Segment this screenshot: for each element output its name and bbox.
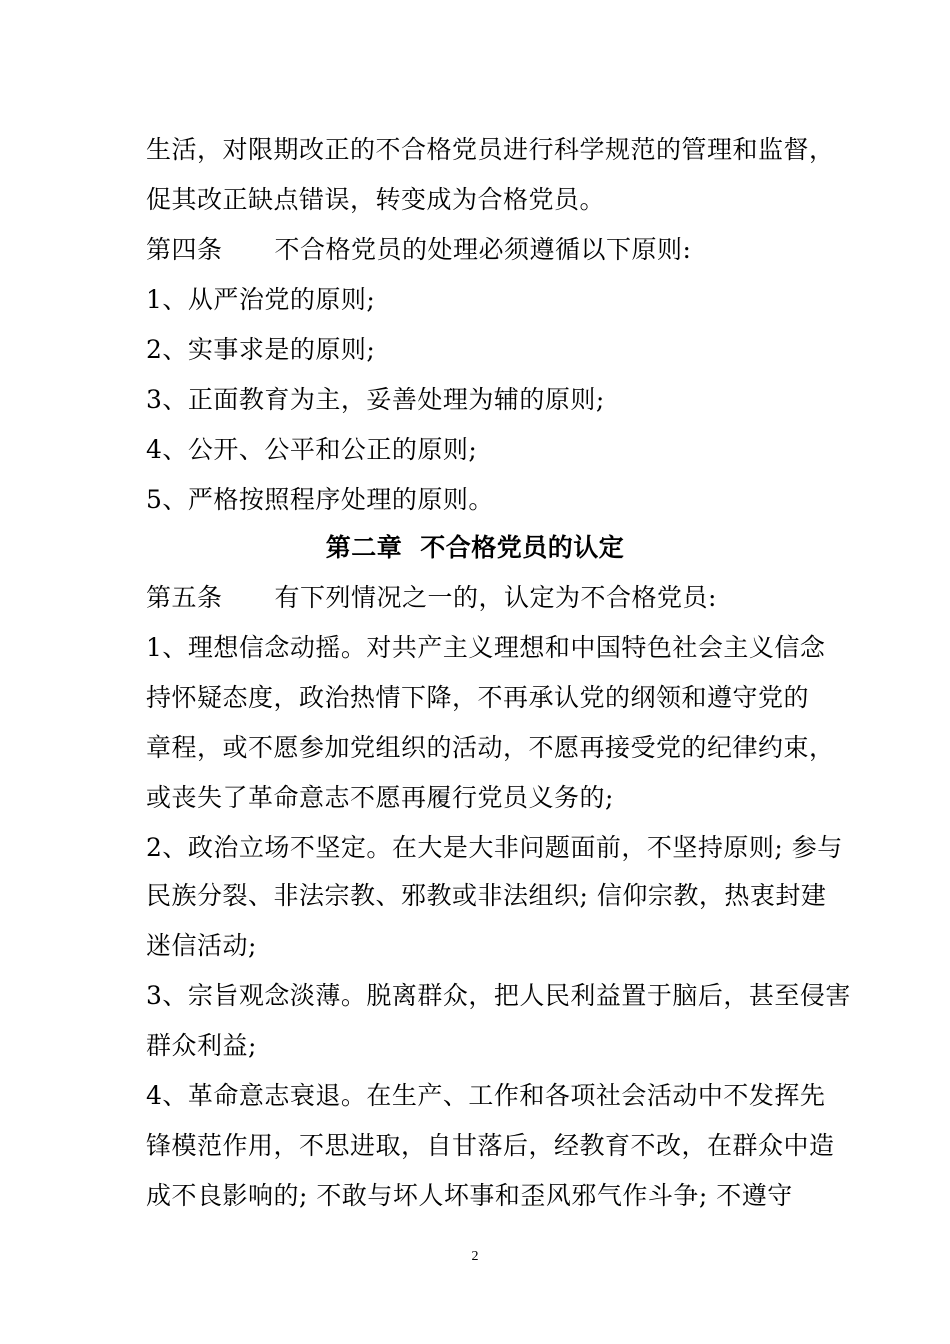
article-label: 第五条 [146,583,223,612]
chapter-heading [146,532,804,564]
body-line: 迷信活动; [146,931,257,960]
principle-item: 4、公开、公平和公正的原则; [146,435,478,464]
body-line: 生活，对限期改正的不合格党员进行科学规范的管理和监督， [146,135,835,164]
chapter-label: 第二章 [325,533,403,562]
body-line: 成不良影响的; 不敢与坏人坏事和歪风邪气作斗争; 不遵守 [146,1181,793,1210]
body-line: 3、宗旨观念淡薄。脱离群众，把人民利益置于脑后，甚至侵害 [146,981,851,1010]
body-line: 1、理想信念动摇。对共产主义理想和中国特色社会主义信念 [146,633,826,662]
article-5 [146,582,826,614]
principle-item: 3、正面教育为主，妥善处理为辅的原则; [146,385,605,414]
body-line: 群众利益; [146,1031,257,1060]
article-text: 有下列情况之一的，认定为不合格党员: [274,583,717,612]
body-line: 4、革命意志衰退。在生产、工作和各项社会活动中不发挥先 [146,1081,826,1110]
principle-item: 1、从严治党的原则; [146,285,376,314]
body-line: 民族分裂、非法宗教、邪教或非法组织; 信仰宗教，热衷封建 [146,881,827,910]
body-line: 或丧失了革命意志不愿再履行党员义务的; [146,783,614,812]
article-4 [146,234,826,266]
body-line: 锋模范作用，不思进取，自甘落后，经教育不改，在群众中造 [146,1131,835,1160]
body-line: 2、政治立场不坚定。在大是大非问题面前，不坚持原则; 参与 [146,833,843,862]
page-number: 2 [471,1249,479,1264]
body-line: 持怀疑态度，政治热情下降，不再承认党的纲领和遵守党的 [146,683,810,712]
body-line: 章程，或不愿参加党组织的活动，不愿再接受党的纪律约束， [146,733,835,762]
principle-item: 5、严格按照程序处理的原则。 [146,485,494,514]
article-text: 不合格党员的处理必须遵循以下原则: [274,235,692,264]
article-label: 第四条 [146,235,223,264]
principle-item: 2、实事求是的原则; [146,335,376,364]
body-line: 促其改正缺点错误，转变成为合格党员。 [146,185,606,214]
chapter-title: 不合格党员的认定 [420,533,625,562]
